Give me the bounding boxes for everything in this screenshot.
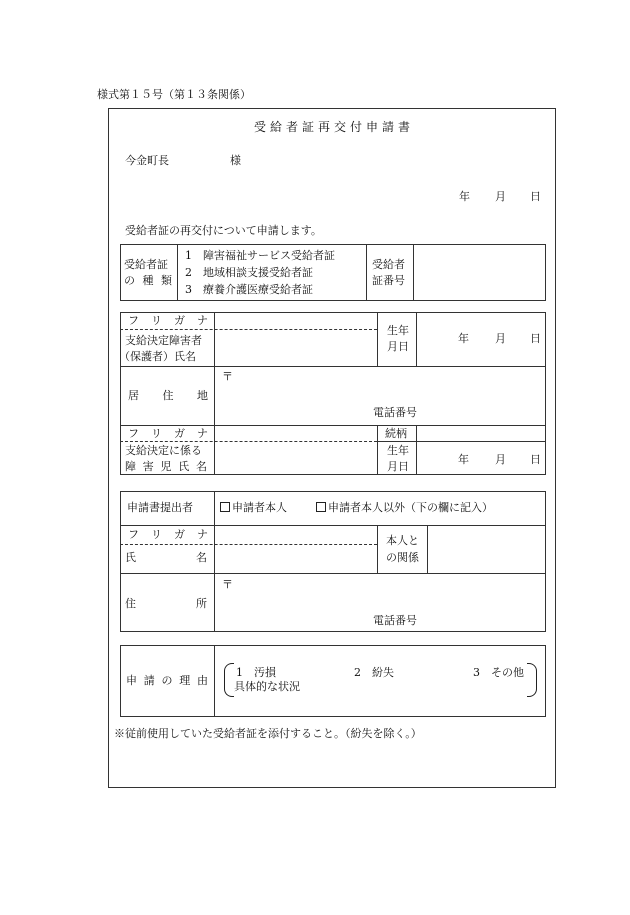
self-checkbox[interactable]	[220, 502, 230, 512]
reason-option-2[interactable]: 2 紛失	[354, 666, 394, 679]
submitter-address-label: 住 所	[125, 597, 207, 610]
other-checkbox[interactable]	[316, 502, 326, 512]
submitter-furigana-label: フ リ ガ ナ	[128, 528, 208, 541]
reason-label: 申 請 の 理 由	[126, 674, 208, 687]
submitter-phone-label: 電話番号	[373, 614, 417, 627]
guardian-birth-month: 月	[495, 332, 506, 345]
child-birth-year: 年	[458, 453, 469, 466]
guardian-address-field[interactable]	[236, 370, 536, 400]
footnote: ※従前使用していた受給者証を添付すること。（紛失を除く。）	[114, 727, 422, 740]
child-name-label: 支給決定に係る	[125, 444, 202, 457]
submitter-label: 申請書提出者	[127, 501, 193, 514]
cert-type-option-2: 2 地域相談支援受給者証	[185, 266, 313, 279]
cert-type-label-2: の 種 類	[124, 274, 172, 287]
guardian-name-label: 支給決定障害者	[125, 334, 202, 347]
child-furigana-label: フ リ ガ ナ	[128, 427, 208, 440]
submitter-postal-mark: 〒	[222, 578, 233, 591]
cert-type-option-1: 1 障害福祉サービス受給者証	[185, 249, 335, 262]
guardian-birth-day: 日	[530, 332, 541, 345]
guardian-name-label-2: （保護者）氏名	[119, 350, 196, 363]
other-option-label: 申請者本人以外（下の欄に記入）	[328, 501, 493, 514]
guardian-birth-label-2: 月日	[387, 340, 409, 353]
guardian-furigana-field[interactable]	[215, 313, 376, 328]
guardian-name-field[interactable]	[215, 331, 376, 365]
form-number: 様式第１５号（第１３条関係）	[97, 88, 251, 101]
submitter-address-field[interactable]	[236, 578, 536, 608]
guardian-phone-label: 電話番号	[373, 406, 417, 419]
guardian-address-label: 居 住 地	[128, 389, 208, 402]
guardian-birth-label: 生年	[387, 324, 409, 337]
cert-number-field[interactable]	[414, 245, 545, 300]
submitter-relation-label-2: の関係	[386, 551, 419, 564]
child-birth-label-2: 月日	[387, 460, 409, 473]
guardian-furigana-label: フ リ ガ ナ	[128, 314, 208, 327]
guardian-postal-mark: 〒	[222, 370, 233, 383]
self-option-label: 申請者本人	[232, 501, 287, 514]
child-relation-field[interactable]	[417, 426, 545, 440]
reason-right-bracket	[527, 663, 537, 697]
form-title: 受給者証再交付申請書	[254, 120, 415, 134]
guardian-birth-year: 年	[458, 332, 469, 345]
child-birth-month: 月	[495, 453, 506, 466]
date-year-label: 年	[459, 190, 470, 203]
addressee-name: 今金町長	[125, 154, 169, 167]
cert-number-label-2: 証番号	[372, 274, 405, 287]
reason-details-label: 具体的な状況	[234, 680, 300, 693]
submitter-name-field[interactable]	[215, 546, 376, 572]
intro-text: 受給者証の再交付について申請します。	[125, 224, 322, 237]
submitter-furigana-field[interactable]	[215, 526, 376, 543]
reason-option-3[interactable]: 3 その他	[473, 666, 524, 679]
child-furigana-field[interactable]	[215, 426, 376, 440]
cert-type-label: 受給者証	[124, 258, 168, 271]
child-name-label-2: 障 害 児 氏 名	[125, 460, 207, 473]
reason-option-1[interactable]: 1 汚損	[236, 666, 276, 679]
submitter-option-other[interactable]	[316, 501, 493, 515]
submitter-relation-label: 本人と	[386, 534, 419, 547]
submitter-option-self[interactable]	[220, 501, 287, 515]
child-name-field[interactable]	[215, 443, 376, 474]
submitter-name-label: 氏 名	[125, 551, 207, 564]
addressee-honorific: 様	[230, 154, 241, 167]
child-birth-label: 生年	[387, 444, 409, 457]
child-relation-label: 続柄	[385, 427, 407, 440]
cert-type-option-3: 3 療養介護医療受給者証	[185, 283, 313, 296]
reason-left-bracket	[224, 663, 234, 697]
reason-details-field[interactable]	[300, 680, 520, 695]
date-day-label: 日	[530, 190, 541, 203]
submitter-relation-field[interactable]	[428, 526, 545, 572]
cert-number-label: 受給者	[372, 258, 405, 271]
child-birth-day: 日	[530, 453, 541, 466]
date-month-label: 月	[495, 190, 506, 203]
